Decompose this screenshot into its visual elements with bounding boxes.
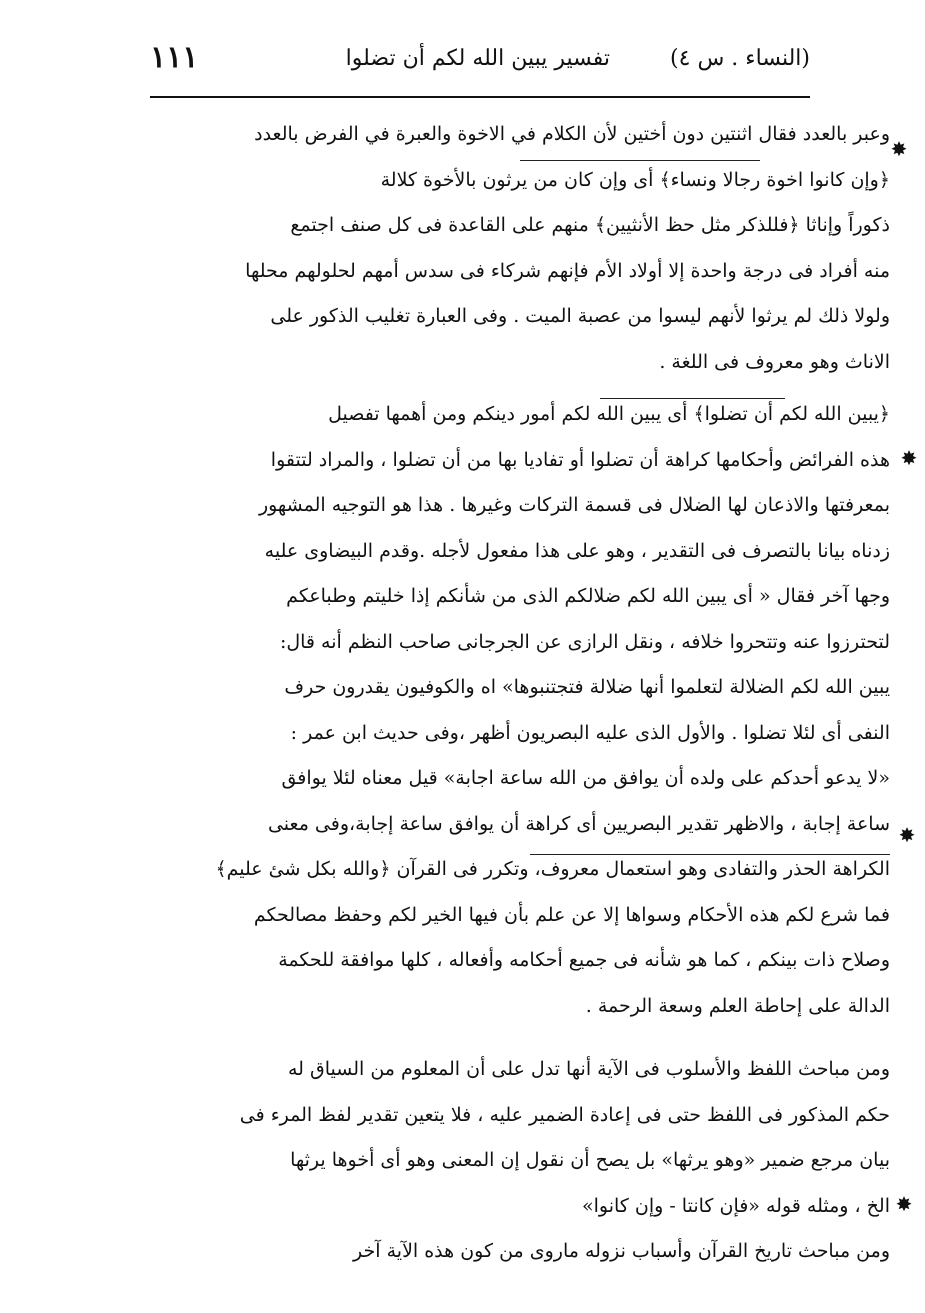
text-line: ﴿يبين الله لكم أن تضلوا﴾ أى يبين الله لكم أمور دينكم ومن أهمها تفصيل [328,403,890,425]
text-line: فما شرع لكم هذه الأحكام وسواها إلا عن علم بأن فيها الخير لكم وحفظ مصالحكم [253,903,890,926]
binding-hole-mark: ✸ [890,137,908,161]
text-line: الاناث وهو معروف فى اللغة . [659,350,890,373]
binding-hole-mark: ✸ [895,1192,913,1216]
paragraph-inheritance [150,112,890,385]
text-line: ذكوراً وإناثا ﴿فللذكر مثل حظ الأنثيين﴾ منهم على القاعدة فى كل صنف اجتمع [290,214,890,236]
running-title: تفسير يبين الله لكم أن تضلوا [345,46,610,71]
text-line: ومن مباحث تاريخ القرآن وأسباب نزوله ماروى من كون هذه الآية آخر [353,1240,890,1262]
quran-overline [600,398,785,399]
text-line: ساعة إجابة ، والاظهر تقدير البصريين أى كراهة أن يوافق ساعة إجابة،وفى معنى [267,812,890,835]
page-number: ١١١ [150,40,199,75]
page-header [150,40,810,88]
binding-hole-mark: ✸ [900,446,918,470]
text-line: الخ ، ومثله قوله «فإن كانتا - وإن كانوا» [582,1194,890,1217]
text-line: حكم المذكور فى اللفظ حتى فى إعادة الضمير عليه ، فلا يتعين تقدير لفظ المرء فى [239,1103,890,1126]
text-line: ﴿وإن كانوا اخوة رجالا ونساء﴾ أى وإن كان من يرثون بالأخوة كلالة [380,168,890,191]
text-line: هذه الفرائض وأحكامها كراهة أن تضلوا أو تفاديا بها من أن تضلوا ، والمراد لتتقوا [270,448,890,471]
quran-overline [520,160,760,161]
text-line: وصلاح ذات بينكم ، كما هو شأنه فى جميع أحكامه وأفعاله ، كلها موافقة للحكمة [278,949,890,971]
quran-overline [530,854,890,855]
text-line: ومن مباحث اللفظ والأسلوب فى الآية أنها تدل على أن المعلوم من السياق له [287,1058,890,1080]
paragraph-language [150,1047,890,1229]
binding-hole-mark: ✸ [898,823,916,847]
text-line: وجها آخر فقال « أى يبين الله لكم ضلالكم الذى من شأنكم إذا خليتم وطباعكم [286,585,890,607]
text-line: زدناه بيانا بالتصرف فى التقدير ، وهو على هذا مفعول لأجله .وقدم البيضاوى عليه [264,539,890,562]
text-line: بمعرفتها والاذعان لها الضلال فى قسمة التركات وغيرها . هذا هو التوجيه المشهور [258,494,890,516]
paragraph-history [150,1229,890,1275]
text-line: النفى أى لئلا تضلوا . والأول الذى عليه البصريون أظهر ،وفى حديث ابن عمر : [290,721,890,744]
text-line: منه أفراد فى درجة واحدة إلا أولاد الأم فإنهم شركاء فى سدس أمهم لحلولهم محلها [245,259,890,282]
text-line: وعبر بالعدد فقال اثنتين دون أختين لأن الكلام في الاخوة والعبرة في الفرض بالعدد [254,123,890,145]
surah-citation: (النساء . س ٤) [670,46,810,71]
text-line: الكراهة الحذر والتفادى وهو استعمال معروف، وتكرر فى القرآن ﴿والله بكل شئ عليم﴾ [215,858,890,880]
paragraph-explanation [150,392,890,1029]
text-line: يبين الله لكم الضلالة لتعلموا أنها ضلالة فتجتنبوها» اه والكوفيون يقدرون حرف [284,676,890,698]
text-line: الدالة على إحاطة العلم وسعة الرحمة . [585,994,890,1017]
text-line: ولولا ذلك لم يرثوا لأنهم ليسوا من عصبة الميت . وفى العبارة تغليب الذكور على [270,305,890,327]
text-line: لتحترزوا عنه وتتحروا خلافه ، ونقل الرازى عن الجرجانى صاحب النظم أنه قال: [279,630,890,653]
header-rule [150,96,810,98]
text-line: بيان مرجع ضمير «وهو يرثها» بل يصح أن نقول إن المعنى وهو أى أخوها يرثها [290,1149,890,1171]
text-line: «لا يدعو أحدكم على ولده أن يوافق من الله ساعة اجابة» قيل معناه لئلا يوافق [281,767,890,789]
